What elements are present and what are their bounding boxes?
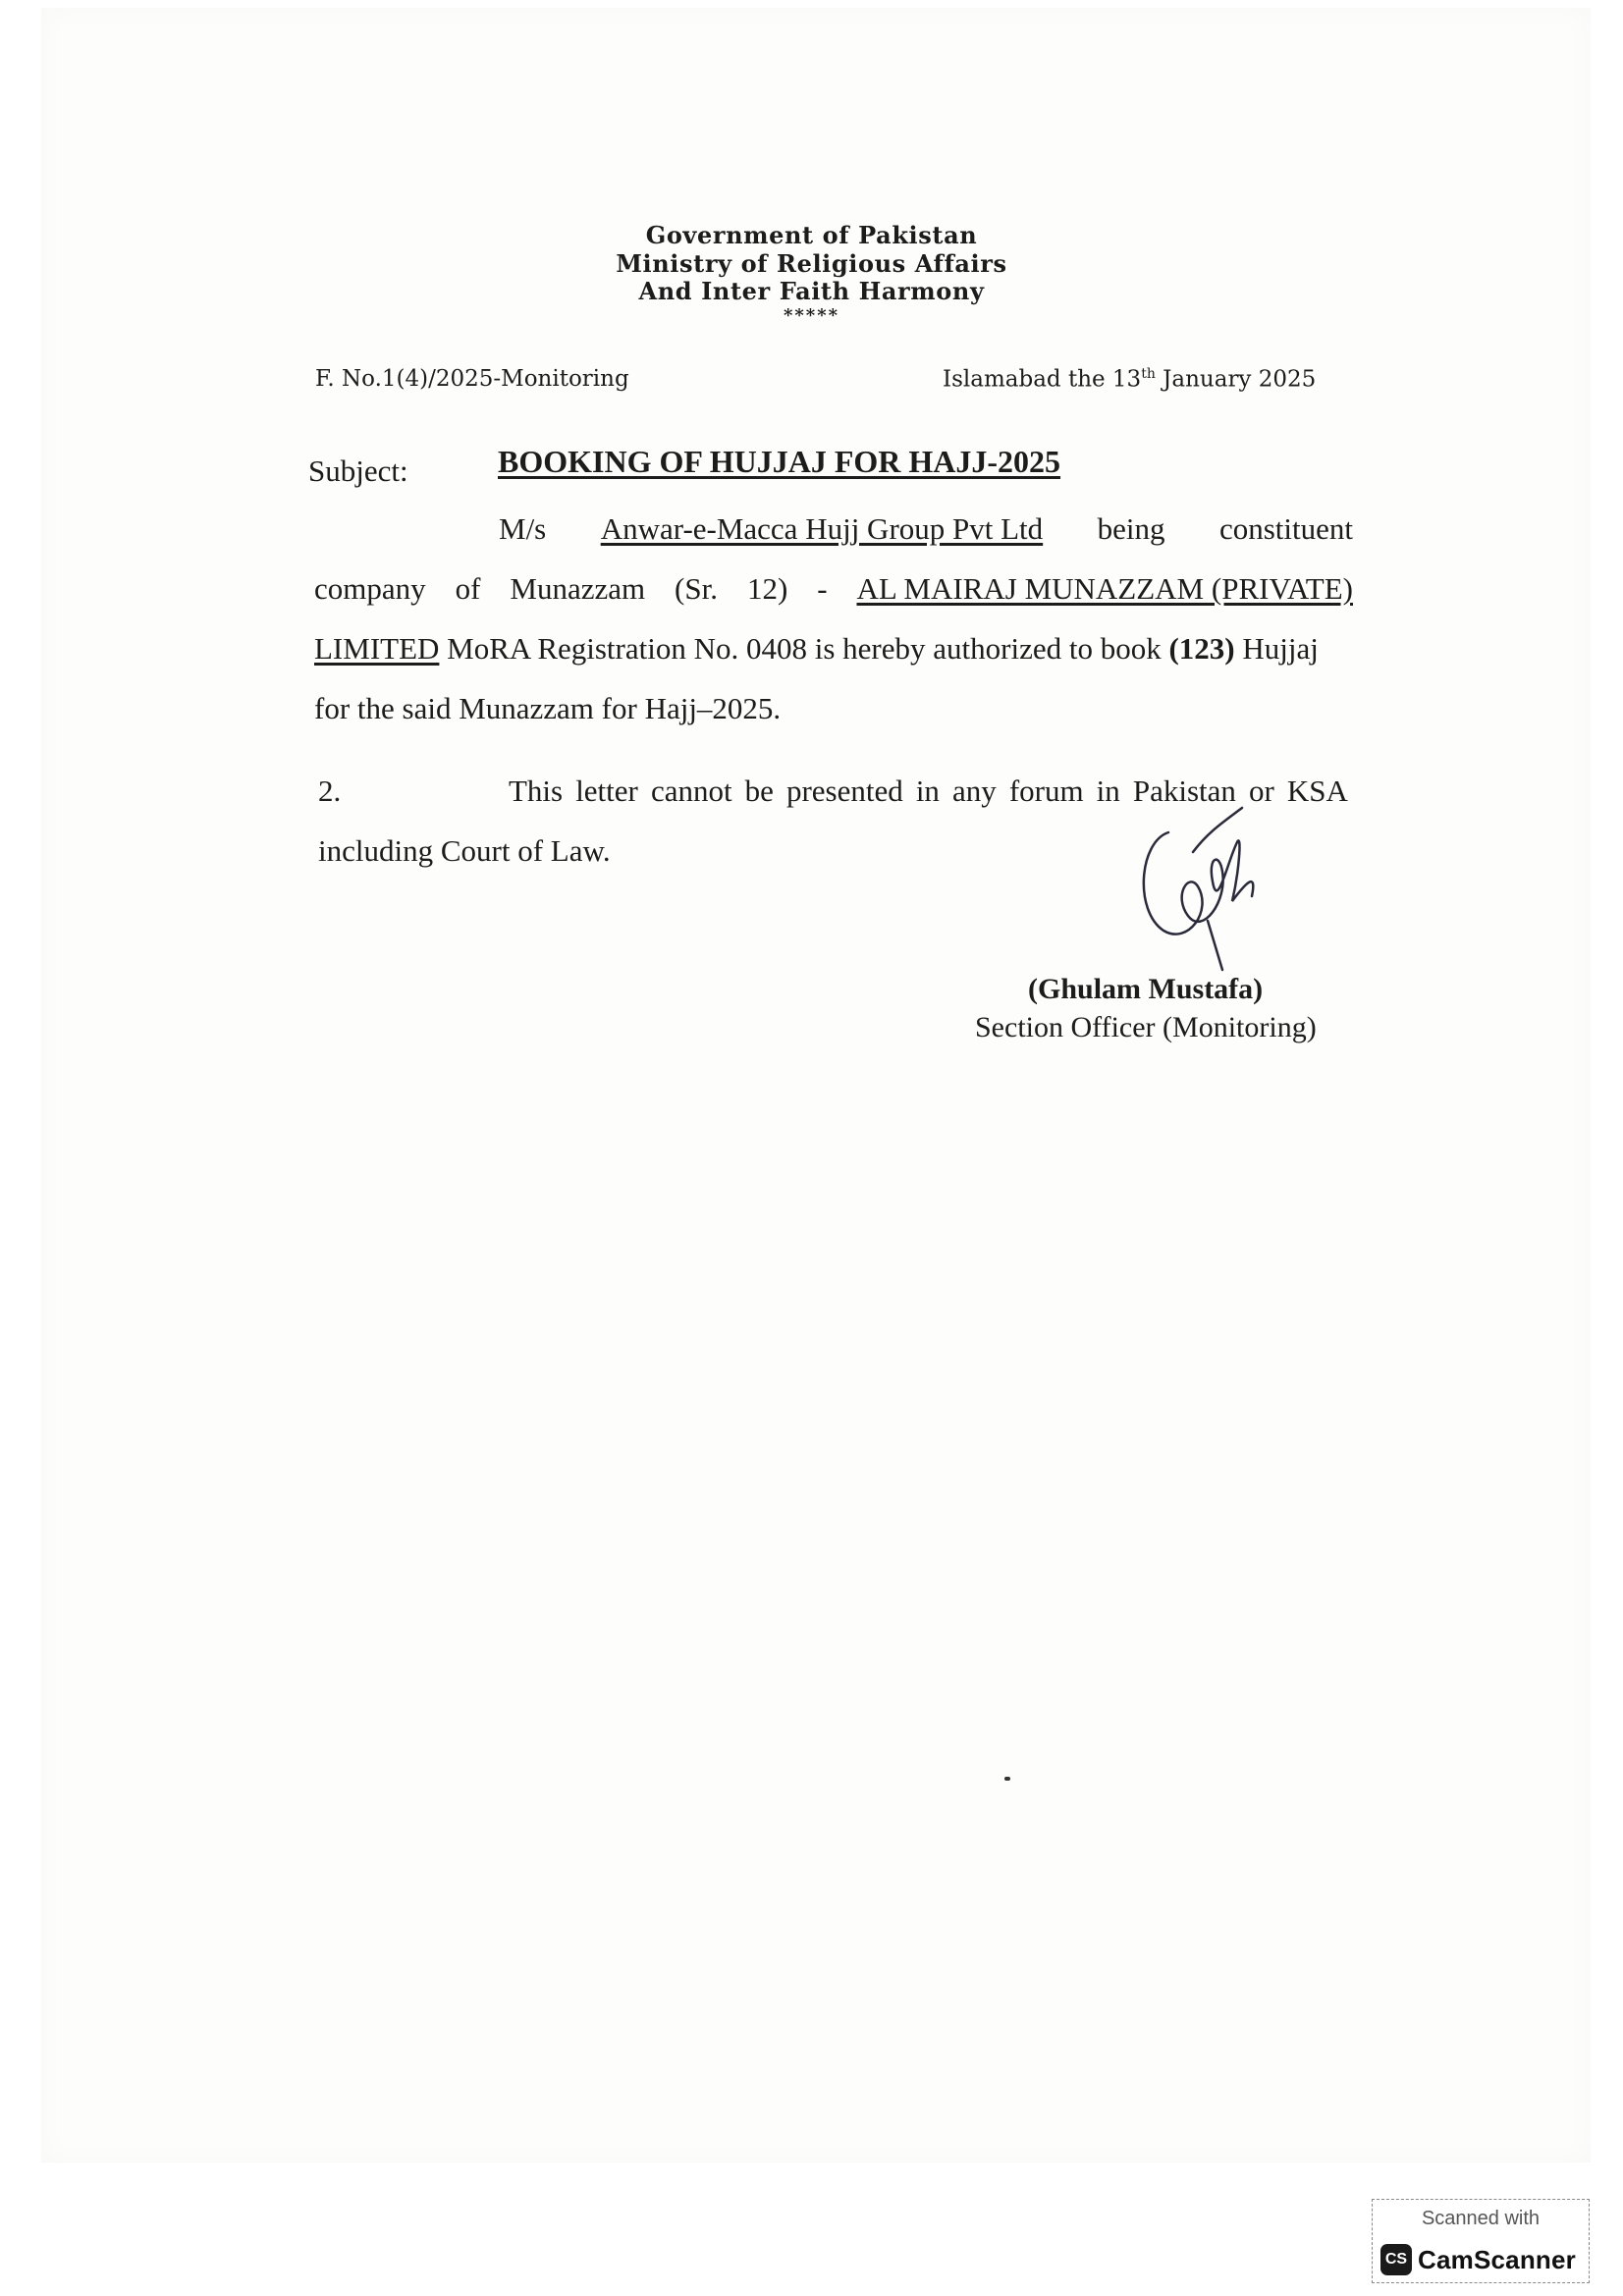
date-suffix: th <box>1141 366 1156 382</box>
camscanner-logo-icon: CS <box>1380 2244 1412 2275</box>
subject-heading: BOOKING OF HUJJAJ FOR HAJJ-2025 <box>498 444 1061 479</box>
watermark-caption: Scanned with <box>1421 2208 1541 2229</box>
p1-word: Munazzam <box>510 571 646 606</box>
handwritten-signature <box>1129 803 1267 980</box>
constituent-word: constituent <box>1218 511 1353 546</box>
paragraph-2-line-2: including Court of Law. <box>318 833 611 868</box>
signatory-name: (Ghulam Mustafa) <box>1028 973 1264 1005</box>
p1-word: company <box>314 571 426 606</box>
hujjaj-word: Hujjaj <box>1234 631 1319 666</box>
p2-word: any <box>952 774 997 808</box>
letterhead-government: Government of Pakistan <box>645 221 978 249</box>
p2-word: This <box>509 774 564 808</box>
scanned-paper <box>41 8 1591 2163</box>
camscanner-watermark <box>1372 2199 1590 2283</box>
date-prefix: Islamabad the 13 <box>943 366 1142 393</box>
paragraph-1-line-2 <box>314 559 1353 618</box>
ms-prefix: M/s <box>499 511 547 546</box>
watermark-brand: CamScanner <box>1418 2245 1576 2274</box>
p1-word: of <box>455 571 481 606</box>
p2-word: or <box>1248 774 1274 808</box>
letter-date <box>943 366 1316 393</box>
munazzam-name-cont: LIMITED <box>314 631 440 666</box>
file-reference: F. No.1(4)/2025-Monitoring <box>315 366 629 392</box>
paragraph-1-line-1 <box>499 499 1353 559</box>
registration-text: MoRA Registration No. 0408 is hereby authorized to book <box>439 631 1169 666</box>
munazzam-name: AL MAIRAJ MUNAZZAM (PRIVATE) <box>856 571 1353 606</box>
p2-word: forum <box>1008 774 1084 808</box>
signatory-title: Section Officer (Monitoring) <box>975 1011 1317 1043</box>
date-rest: January 2025 <box>1155 366 1317 393</box>
p1-word: 12) <box>746 571 788 606</box>
p2-word: KSA <box>1286 774 1348 808</box>
paragraph-1-line-3 <box>314 618 1319 678</box>
p2-word: be <box>744 774 774 808</box>
p2-word: in <box>915 774 940 808</box>
p2-word: Pakistan <box>1132 774 1236 808</box>
being-word: being <box>1097 511 1165 546</box>
paragraph-1 <box>314 499 1353 744</box>
p2-word: letter <box>575 774 638 808</box>
subject-label: Subject: <box>308 454 408 488</box>
p2-word: presented <box>785 774 903 808</box>
p2-word: in <box>1096 774 1120 808</box>
paragraph-1-line-4: for the said Munazzam for Hajj–2025. <box>314 691 782 725</box>
scan-speck <box>1004 1777 1010 1781</box>
letterhead-ministry: Ministry of Religious Affairs <box>616 249 1007 278</box>
p2-word: cannot <box>650 774 732 808</box>
p1-word: - <box>817 571 828 606</box>
company-name: Anwar-e-Macca Hujj Group Pvt Ltd <box>600 511 1044 546</box>
hujjaj-count: (123) <box>1168 631 1235 666</box>
p1-word: (Sr. <box>675 571 718 606</box>
letterhead-ministry-cont: And Inter Faith Harmony <box>638 277 985 305</box>
paragraph-2-number: 2. <box>318 774 342 808</box>
letterhead-stars: ***** <box>783 305 840 326</box>
